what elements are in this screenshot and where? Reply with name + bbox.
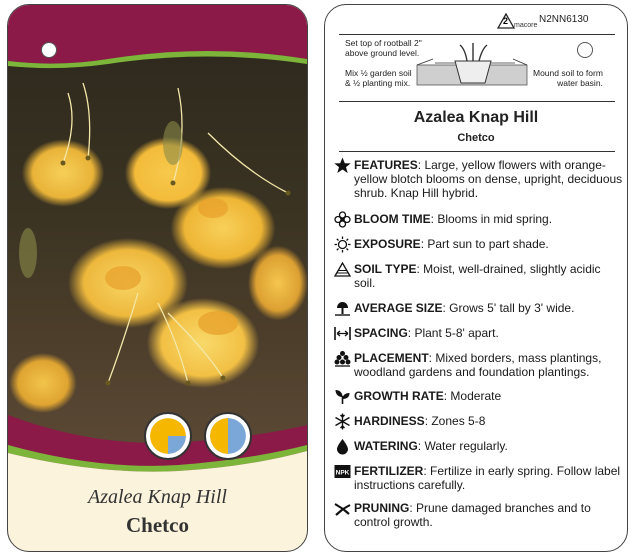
- feature-text: : Plant 5-8' apart.: [407, 326, 499, 340]
- feature-label: BLOOM TIME: [354, 212, 431, 226]
- back-tag: [324, 4, 628, 552]
- feature-label: SPACING: [354, 326, 408, 340]
- feature-text: : Grows 5' tall by 3' wide.: [442, 301, 575, 315]
- sprout-icon: [334, 388, 351, 405]
- sun-icon: [334, 236, 351, 253]
- feature-label: PLACEMENT: [354, 351, 429, 365]
- item-code: N2NN6130: [539, 14, 589, 25]
- feature-text: : Prune damaged branches and to control growth.: [354, 501, 591, 529]
- part-sun-icon: [144, 412, 192, 460]
- planting-note-left: Mix ½ garden soil & ½ planting mix.: [345, 68, 412, 88]
- divider: [339, 34, 615, 35]
- stamen-lines: [8, 53, 307, 443]
- flower-icon: [334, 211, 351, 228]
- hang-hole: [577, 42, 593, 58]
- back-cultivar: Chetco: [457, 132, 495, 144]
- recycle-number: 2: [503, 16, 509, 26]
- front-cultivar: Chetco: [126, 513, 189, 537]
- feature-label: WATERING: [354, 439, 418, 453]
- divider: [339, 151, 615, 152]
- part-shade-icon: [204, 412, 252, 460]
- snowflake-icon: [334, 413, 351, 430]
- npk-icon: [334, 463, 351, 480]
- plant-photo: [8, 53, 307, 443]
- pruners-icon: [334, 500, 351, 517]
- water-drop-icon: [334, 438, 351, 455]
- feature-label: SOIL TYPE: [354, 262, 417, 276]
- divider: [339, 101, 615, 102]
- front-tag: [7, 4, 308, 552]
- feature-text: : Mixed borders, mass plantings, woodland gardens and foundation plantings.: [354, 351, 602, 379]
- back-common-name: Azalea Knap Hill: [413, 109, 539, 126]
- feature-label: FERTILIZER: [354, 464, 424, 478]
- feature-label: EXPOSURE: [354, 237, 421, 251]
- svg-text:NPK: NPK: [335, 469, 350, 477]
- feature-label: FEATURES: [354, 158, 418, 172]
- feature-text: : Large, yellow flowers with orange-yellow blotch blooms on dense, upright, deciduous shrub. Knap Hill hybrid.: [354, 158, 623, 200]
- feature-label: AVERAGE SIZE: [354, 301, 443, 315]
- feature-text: : Moist, well-drained, slightly acidic soil.: [354, 262, 601, 290]
- spacing-icon: [334, 325, 351, 342]
- feature-text: : Part sun to part shade.: [420, 237, 549, 251]
- feature-text: : Fertilize in early spring. Follow label instructions carefully.: [354, 464, 621, 492]
- soil-icon: [334, 261, 351, 278]
- feature-text: : Water regularly.: [417, 439, 508, 453]
- placement-icon: [334, 350, 351, 367]
- planting-note-right: Mound soil to form water basin.: [533, 68, 603, 88]
- star-icon: [334, 157, 351, 174]
- hang-hole: [41, 42, 57, 58]
- front-common-name: Azalea Knap Hill: [88, 486, 227, 508]
- feature-label: PRUNING: [354, 501, 410, 515]
- feature-text: : Blooms in mid spring.: [430, 212, 553, 226]
- feature-label: GROWTH RATE: [354, 389, 444, 403]
- planting-diagram: [415, 41, 530, 93]
- feature-text: : Zones 5-8: [424, 414, 486, 428]
- planting-note-top: Set top of rootball 2" above ground level.: [345, 38, 422, 58]
- feature-label: HARDINESS: [354, 414, 425, 428]
- recycle-brand: macore: [514, 22, 538, 29]
- plant-size-icon: [334, 300, 351, 317]
- feature-text: : Moderate: [443, 389, 502, 403]
